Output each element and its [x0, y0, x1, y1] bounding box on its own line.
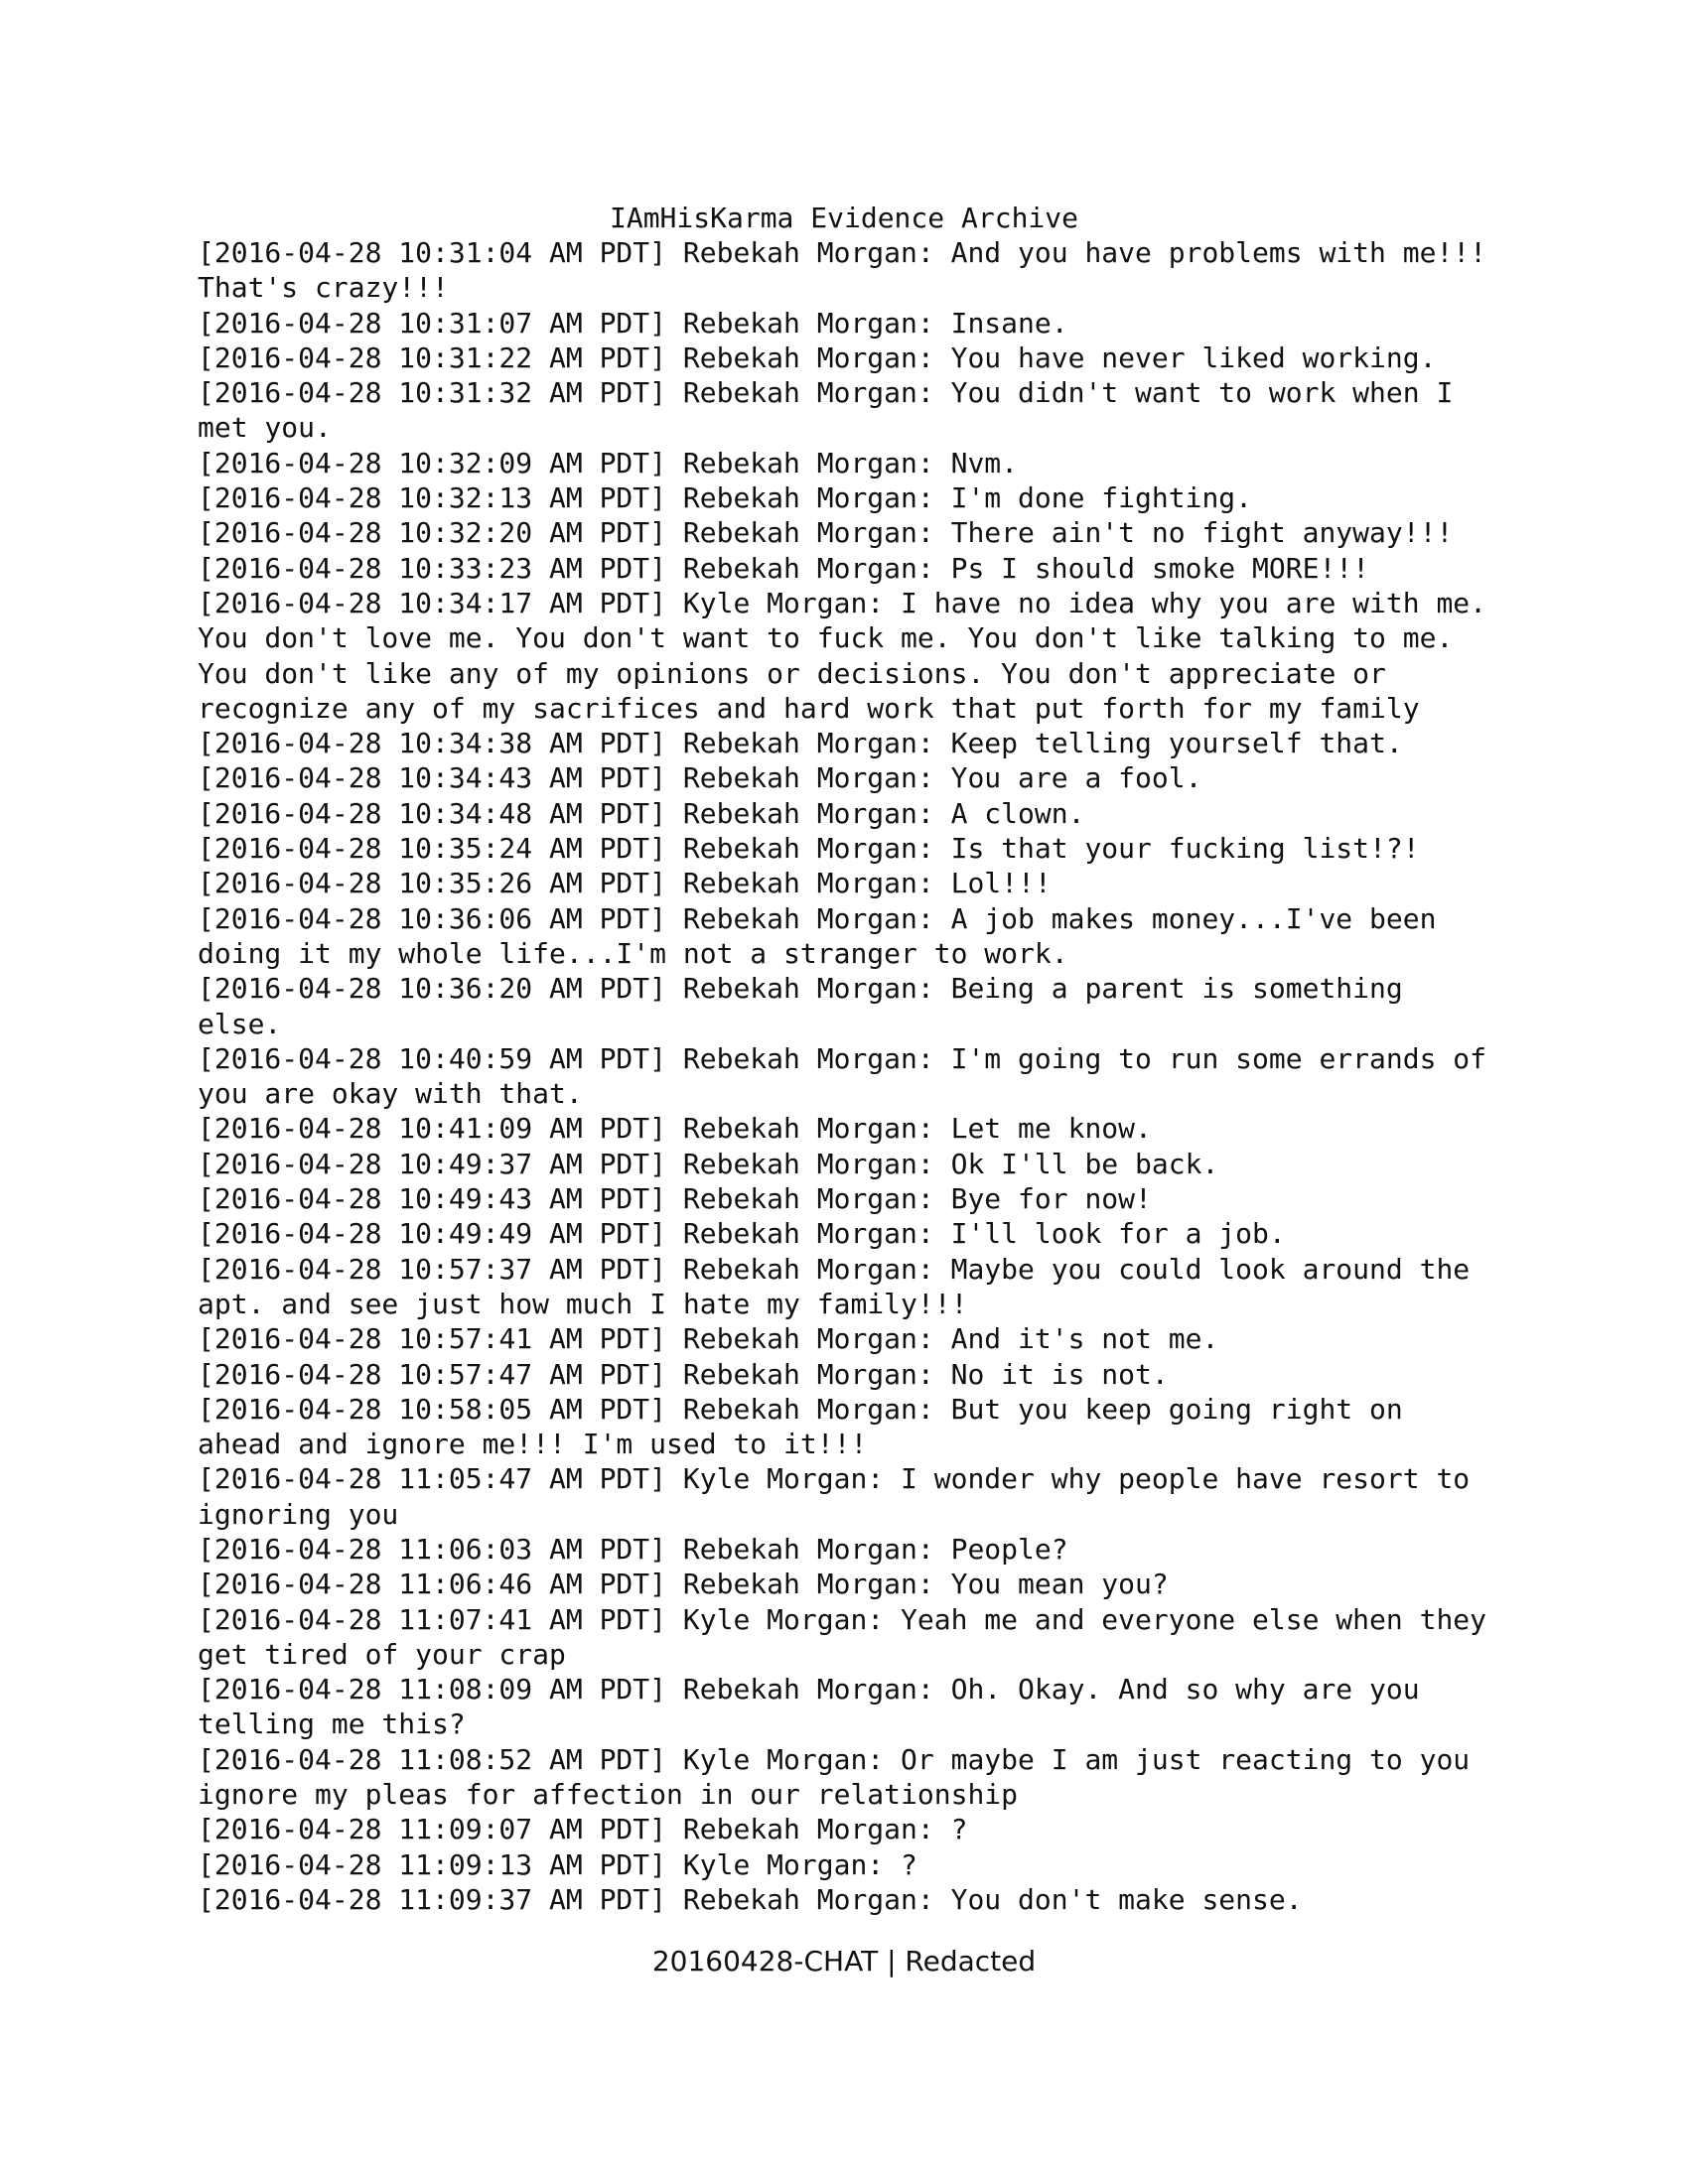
chat-line: That's crazy!!!	[198, 271, 449, 305]
chat-line: [2016-04-28 11:05:47 AM PDT] Kyle Morgan: I wonder why people have resort to	[198, 1462, 1471, 1496]
chat-line: doing it my whole life...I'm not a stranger to work.	[198, 936, 1068, 970]
chat-line: [2016-04-28 10:34:38 AM PDT] Rebekah Morgan: Keep telling yourself that.	[198, 727, 1403, 760]
chat-line: get tired of your crap	[198, 1637, 566, 1671]
chat-line: [2016-04-28 10:34:48 AM PDT] Rebekah Morgan: A clown.	[198, 796, 1085, 830]
chat-line: [2016-04-28 10:36:20 AM PDT] Rebekah Morgan: Being a parent is something	[198, 972, 1403, 1006]
chat-line: else.	[198, 1007, 282, 1040]
chat-line: recognize any of my sacrifices and hard work that put forth for my family	[198, 691, 1420, 725]
chat-line: [2016-04-28 10:36:06 AM PDT] Rebekah Morgan: A job makes money...I've been	[198, 901, 1437, 935]
chat-line: [2016-04-28 11:06:46 AM PDT] Rebekah Morgan: You mean you?	[198, 1568, 1169, 1601]
chat-line: [2016-04-28 10:57:47 AM PDT] Rebekah Morgan: No it is not.	[198, 1357, 1169, 1391]
chat-line: [2016-04-28 11:08:52 AM PDT] Kyle Morgan: Or maybe I am just reacting to you	[198, 1742, 1471, 1776]
chat-line: you are okay with that.	[198, 1077, 583, 1111]
chat-line: [2016-04-28 11:09:13 AM PDT] Kyle Morgan: ?	[198, 1847, 917, 1881]
chat-line: [2016-04-28 10:49:49 AM PDT] Rebekah Morgan: I'll look for a job.	[198, 1217, 1286, 1251]
chat-line: ignore my pleas for affection in our relationship	[198, 1778, 1019, 1812]
chat-line: apt. and see just how much I hate my family!!!	[198, 1287, 968, 1320]
chat-line: [2016-04-28 11:09:37 AM PDT] Rebekah Morgan: You don't make sense.	[198, 1882, 1303, 1916]
chat-line: [2016-04-28 10:35:26 AM PDT] Rebekah Morgan: Lol!!!	[198, 867, 1052, 900]
chat-line: [2016-04-28 10:32:20 AM PDT] Rebekah Morgan: There ain't no fight anyway!!!	[198, 516, 1454, 550]
chat-line: [2016-04-28 11:08:09 AM PDT] Rebekah Morgan: Oh. Okay. And so why are you	[198, 1673, 1420, 1706]
chat-line: [2016-04-28 10:34:43 AM PDT] Rebekah Morgan: You are a fool.	[198, 761, 1202, 795]
chat-line: [2016-04-28 10:41:09 AM PDT] Rebekah Morgan: Let me know.	[198, 1112, 1152, 1146]
chat-line: ahead and ignore me!!! I'm used to it!!!	[198, 1428, 868, 1461]
chat-line: [2016-04-28 10:58:05 AM PDT] Rebekah Morgan: But you keep going right on	[198, 1392, 1403, 1426]
page-footer: 20160428-CHAT | Redacted	[651, 1945, 1037, 1978]
chat-line: [2016-04-28 11:07:41 AM PDT] Kyle Morgan: Yeah me and everyone else when they	[198, 1602, 1487, 1636]
chat-line: [2016-04-28 10:49:43 AM PDT] Rebekah Morgan: Bye for now!	[198, 1182, 1152, 1216]
page-title: IAmHisKarma Evidence Archive	[609, 202, 1078, 234]
chat-line: [2016-04-28 10:33:23 AM PDT] Rebekah Morgan: Ps I should smoke MORE!!!	[198, 551, 1370, 585]
chat-line: [2016-04-28 10:40:59 AM PDT] Rebekah Morgan: I'm going to run some errands of	[198, 1041, 1487, 1075]
chat-line: [2016-04-28 10:32:09 AM PDT] Rebekah Morgan: Nvm.	[198, 446, 1019, 479]
chat-line: [2016-04-28 11:09:07 AM PDT] Rebekah Morgan: ?	[198, 1813, 968, 1846]
chat-line: [2016-04-28 10:31:32 AM PDT] Rebekah Morgan: You didn't want to work when I	[198, 376, 1454, 410]
chat-line: telling me this?	[198, 1707, 466, 1741]
chat-line: You don't love me. You don't want to fuck me. You don't like talking to me.	[198, 621, 1454, 655]
chat-line: [2016-04-28 10:31:22 AM PDT] Rebekah Morgan: You have never liked working.	[198, 341, 1437, 374]
chat-line: [2016-04-28 10:31:04 AM PDT] Rebekah Morgan: And you have problems with me!!!	[198, 236, 1487, 269]
chat-line: [2016-04-28 11:06:03 AM PDT] Rebekah Morgan: People?	[198, 1532, 1068, 1566]
chat-line: [2016-04-28 10:57:41 AM PDT] Rebekah Morgan: And it's not me.	[198, 1322, 1219, 1356]
chat-line: met you.	[198, 411, 332, 445]
chat-line: ignoring you	[198, 1497, 399, 1531]
chat-line: [2016-04-28 10:31:07 AM PDT] Rebekah Morgan: Insane.	[198, 306, 1068, 340]
chat-line: [2016-04-28 10:57:37 AM PDT] Rebekah Morgan: Maybe you could look around the	[198, 1252, 1471, 1286]
chat-line: You don't like any of my opinions or decisions. You don't appreciate or	[198, 656, 1386, 690]
chat-log	[198, 235, 1508, 1917]
chat-line: [2016-04-28 10:35:24 AM PDT] Rebekah Morgan: Is that your fucking list!?!	[198, 832, 1420, 866]
chat-line: [2016-04-28 10:34:17 AM PDT] Kyle Morgan: I have no idea why you are with me.	[198, 586, 1487, 619]
chat-line: [2016-04-28 10:32:13 AM PDT] Rebekah Morgan: I'm done fighting.	[198, 481, 1253, 515]
chat-line: [2016-04-28 10:49:37 AM PDT] Rebekah Morgan: Ok I'll be back.	[198, 1147, 1219, 1180]
